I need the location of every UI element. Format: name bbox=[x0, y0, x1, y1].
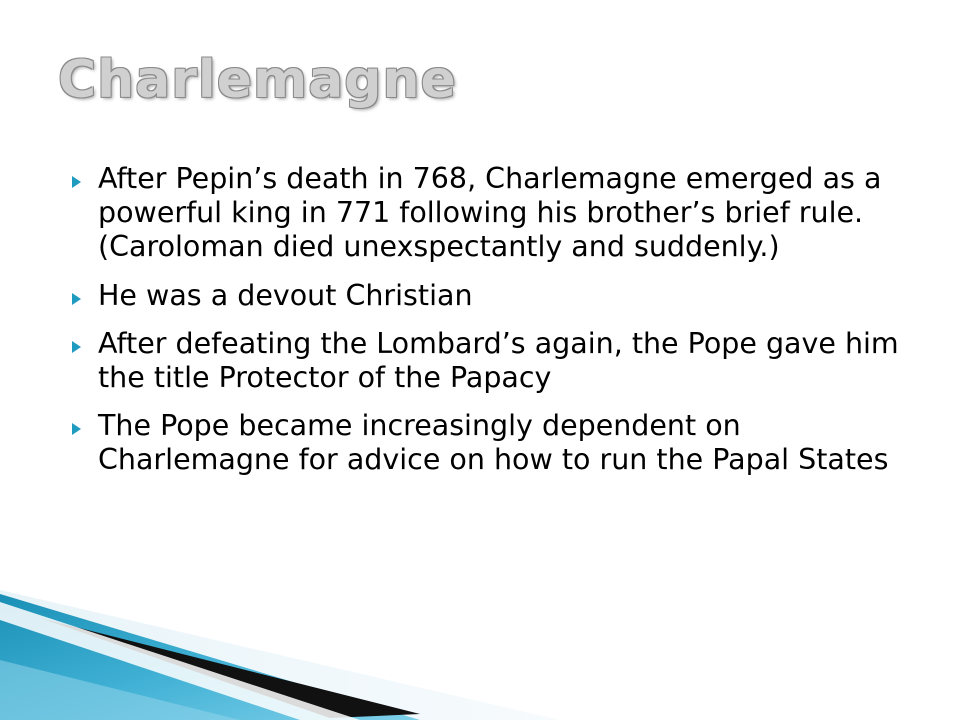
triangle-bullet-icon bbox=[72, 423, 81, 435]
bullet-text: The Pope became increasingly dependent on Charlemagne for advice on how to run the Papal States bbox=[98, 409, 889, 477]
bullet-text: After Pepin’s death in 768, Charlemagne emerged as a powerful king in 771 following his brother’s brief rule. (Caroloman died unexspectantly and suddenly.) bbox=[98, 162, 882, 264]
triangle-bullet-icon bbox=[72, 293, 81, 305]
triangle-bullet-icon bbox=[72, 341, 81, 353]
bullet-item bbox=[72, 279, 912, 313]
bullet-list bbox=[72, 162, 912, 492]
decorative-swoosh bbox=[0, 590, 960, 720]
triangle-bullet-icon bbox=[72, 176, 81, 188]
bullet-item bbox=[72, 327, 912, 395]
bullet-text: He was a devout Christian bbox=[98, 278, 473, 312]
bullet-item bbox=[72, 162, 912, 265]
slide-title: Charlemagne bbox=[58, 50, 457, 110]
bullet-text: After defeating the Lombard’s again, the Pope gave him the title Protector of the Papacy bbox=[98, 326, 899, 394]
bullet-item bbox=[72, 409, 912, 477]
